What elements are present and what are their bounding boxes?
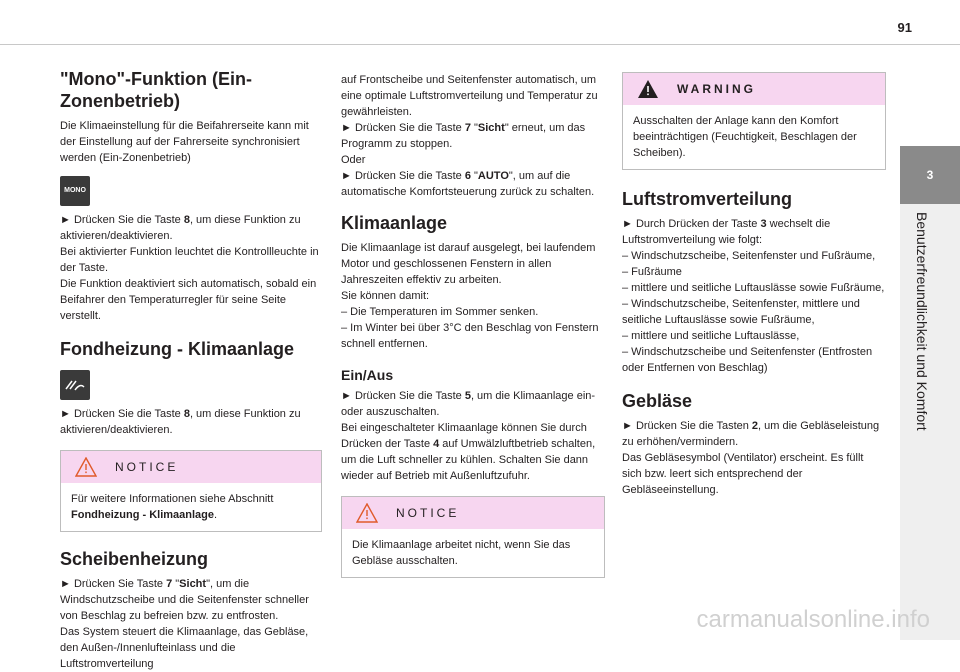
heading-geblaese: Gebläse [622,391,693,411]
warning-title: WARNING [677,82,756,96]
warning-box [622,72,886,170]
heading-luftstromverteilung: Luftstromverteilung [622,189,793,209]
mono-step-pre: ► Drücken Sie die Taste [60,214,184,226]
step3-post: ", um auf die automatische Komfortsteuerung zurück zu schalten. [341,170,595,198]
watermark: carmanualsonline.info [696,606,930,633]
luft-step [622,216,886,248]
notice-box-2 [341,496,605,578]
chapter-title: Benutzerfreundlichkeit und Komfort [914,212,930,431]
einaus-step [341,388,605,420]
luft-item: – Windschutzscheibe und Seitenfenster (Entfrosten oder Entfernen von Beschlag) [622,346,873,374]
luft-item: – mittlere und seitliche Luftauslässe, [622,330,800,342]
mono-button-icon [60,176,90,206]
step2-post: " erneut, um das Programm zu stoppen. [341,122,586,150]
notice-warning-icon [75,457,97,477]
continued-text: auf Frontscheibe und Seitenfenster automatisch, um eine optimale Luftstromverteilung und Temperatur zu gewährleisten. [341,74,598,118]
luft-item: – Fußräume [622,266,682,278]
column-3 [622,68,886,498]
step3-mid: " [470,170,478,182]
luft-item: – Windschutzscheibe, Seitenfenster und Fußräume, [622,250,876,262]
mono-icon-label: MONO [64,187,86,194]
fond-step-key: 8 [183,408,190,420]
einaus-note-pre: Bei eingeschalteter Klimaanlage können Sie durch Drücken der Taste [341,422,587,450]
warning-header [623,73,885,105]
geb-step-post: , um die Gebläseleistung zu erhöhen/vermindern. [622,420,880,448]
scheiben-step-mid: " [172,578,180,590]
scheiben-step-bold: Sicht [179,578,207,590]
notice-title: NOTICE [396,506,460,520]
step2-key: 7 [464,122,471,134]
einaus-note-key: 4 [433,438,440,450]
luft-step-post: wechselt die Luftstromverteilung wie folgt: [622,218,831,246]
notice-text-pre: Für weitere Informationen siehe Abschnitt [71,493,274,505]
geb-step-pre: ► Drücken Sie die Tasten [622,420,752,432]
klima-intro: Die Klimaanlage ist darauf ausgelegt, bei laufendem Motor und geschlossenen Fenstern in allen Jahreszeiten effektiv zu arbeiten. [341,242,596,286]
heading-fondheizung: Fondheizung - Klimaanlage [60,339,295,359]
notice-text-link[interactable]: Fondheizung - Klimaanlage [71,509,215,521]
scheiben-step-pre: ► Drücken Sie Taste [60,578,167,590]
heading-mono: "Mono"-Funktion (Ein-Zonenbetrieb) [60,69,253,111]
fond-step [60,406,322,438]
einaus-step-pre: ► Drücken Sie die Taste [341,390,465,402]
mono-step-post: , um diese Funktion zu aktivieren/deaktivieren. [60,214,301,242]
oder-text: Oder [341,154,366,166]
auto-step [341,168,605,200]
mono-note-2: Die Funktion deaktiviert sich automatisch, sobald ein Beifahrer den Temperaturregler für seine Seite verstellt. [60,278,317,322]
luft-item: – mittlere und seitliche Luftauslässe sowie Fußräume, [622,282,885,294]
mono-step [60,212,322,244]
einaus-note [341,420,605,484]
notice-body [61,483,321,531]
luft-step-key: 3 [760,218,767,230]
sicht-stop-step [341,120,605,152]
warning-body: Ausschalten der Anlage kann den Komfort beeinträchtigen (Feuchtigkeit, Beschlagen der Scheiben). [633,115,857,159]
page-number: 91 [897,20,912,35]
geb-step [622,418,886,450]
chapter-tab[interactable]: 3 [900,146,960,204]
notice-warning-icon [356,503,378,523]
scheiben-step-post: ", um die Windschutzscheibe und die Seitenfenster schneller von Beschlag zu befreien bzw. zu entfrosten. [60,578,309,622]
rear-heating-icon [60,370,90,400]
klima-item-1: – Die Temperaturen im Sommer senken. [341,306,539,318]
column-2 [341,72,605,594]
step3-pre: ► Drücken Sie die Taste [341,170,465,182]
chapter-sidebar [900,204,960,640]
notice-box-1 [60,450,322,532]
mono-intro: Die Klimaeinstellung für die Beifahrerseite kann mit der Einstellung auf der Fahrerseite synchronisiert werden (Ein-Zonenbetrieb) [60,120,309,164]
header-rule [0,44,960,45]
notice-text-post: . [214,509,218,521]
fond-step-pre: ► Drücken Sie die Taste [60,408,184,420]
einaus-step-key: 5 [464,390,471,402]
mono-step-key: 8 [183,214,190,226]
einaus-step-post: , um die Klimaanlage ein- oder auszuschalten. [341,390,596,418]
notice-body: Die Klimaanlage arbeitet nicht, wenn Sie das Gebläse ausschalten. [352,539,571,567]
step3-key: 6 [464,170,471,182]
geb-step-key: 2 [751,420,759,432]
notice-title: NOTICE [115,460,179,474]
heading-scheibenheizung: Scheibenheizung [60,549,209,569]
klima-can: Sie können damit: [341,290,430,302]
fond-step-post: , um diese Funktion zu aktivieren/deaktivieren. [60,408,301,436]
heading-ein-aus: Ein/Aus [341,367,394,383]
column-1 [60,68,322,672]
notice-header [61,451,321,483]
step2-pre: ► Drücken Sie die Taste [341,122,465,134]
geb-note: Das Gebläsesymbol (Ventilator) erscheint. Es füllt sich bzw. leert sich entsprechend der Gebläseeinstellung. [622,452,864,496]
step3-bold: AUTO [477,170,509,182]
step2-mid: " [470,122,478,134]
step2-bold: Sicht [477,122,505,134]
einaus-note-post: auf Umwälzluftbetrieb schalten, um die Luft schneller zu kühlen. Schalten Sie dann wieder auf Betrieb mit Außenluftzufuhr. [341,438,596,482]
luft-step-pre: ► Durch Drücken der Taste [622,218,761,230]
klima-item-2: – Im Winter bei über 3°C den Beschlag von Fenstern schnell entfernen. [341,322,599,350]
notice-header [342,497,604,529]
scheiben-step-key: 7 [166,578,173,590]
luft-item: – Windschutzscheibe, Seitenfenster, mittlere und seitliche Luftauslässe sowie Fußräume, [622,298,860,326]
heading-klimaanlage: Klimaanlage [341,213,448,233]
scheiben-note: Das System steuert die Klimaanlage, das Gebläse, den Außen-/Innenlufteinlass und die Luftstromverteilung [60,626,309,670]
warning-icon [637,79,659,99]
mono-note-1: Bei aktivierter Funktion leuchtet die Kontrollleuchte in der Taste. [60,246,319,274]
